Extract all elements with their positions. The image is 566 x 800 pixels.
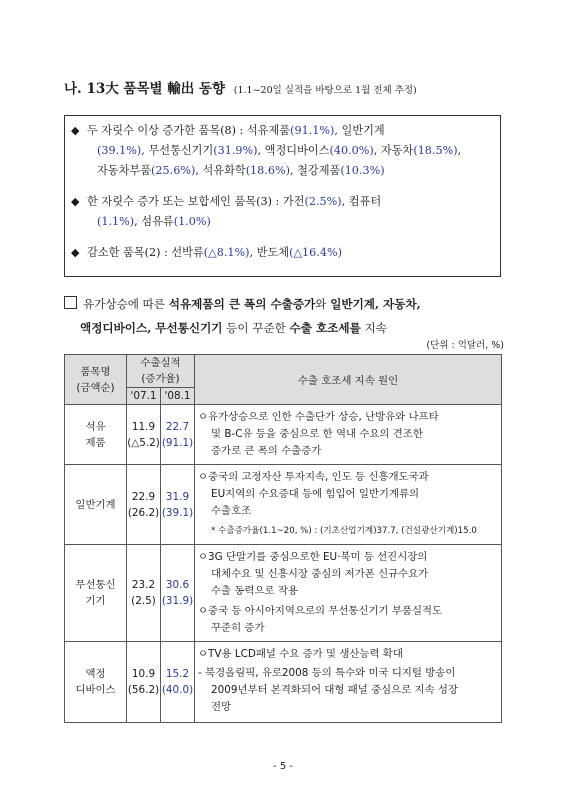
- diamond-bullet-icon: ◆: [71, 246, 80, 259]
- intro-paragraph: 유가상승에 따른 석유제품의 큰 폭의 수출증가와 일반기계, 자동차, 액정디바이스, 무선통신기기 등이 꾸준한 수출 호조세를 지속: [64, 292, 504, 340]
- header-reason: 수출 호조세 지속 원인: [195, 355, 502, 405]
- header-perf: 수출실적 (증가율): [127, 355, 195, 388]
- summary-box: [64, 115, 501, 277]
- diamond-bullet-icon: ◆: [71, 195, 80, 208]
- table-row: 액정 디바이스 10.9 (56.2) 15.2 (40.0) ㅇTV용 LCD패널 수요 증가 및 생산능력 확대 - 북경올림픽, 유로2008 등의 특수와 미국 디지털 방송이 2009년부터 본격화되어 대형 패널 중심으로 지속 성장 전망: [65, 642, 502, 723]
- table-header-row: [65, 355, 502, 388]
- table-row: 무선통신 기기 23.2 (2.5) 30.6 (31.9) ㅇ3G 단말기를 중심으로한 EU·북미 등 선진시장의 대체수요 및 신흥시장 중심의 저가폰 신규수요가 수출 동력으로 작용 ㅇ중국 등 아시아지역으로의 무선통신기기 부품실적도 꾸준히 증가: [65, 545, 502, 642]
- header-year-08: '08.1: [161, 388, 195, 405]
- diamond-bullet-icon: ◆: [71, 124, 80, 137]
- header-item: 품목명 (금액순): [65, 355, 127, 405]
- header-year-07: '07.1: [127, 388, 161, 405]
- summary-increase-two-digit: ◆ 두 자릿수 이상 증가한 품목(8) : 석유제품(91.1%), 일반기계: [71, 124, 385, 137]
- summary-increase-one-digit: ◆ 한 자릿수 증가 또는 보합세인 품목(3) : 가전(2.5%), 컴퓨터: [71, 195, 382, 208]
- summary-content: ◆ 두 자릿수 이상 증가한 품목(8) : 석유제품(91.1%), 일반기계 (39.1%), 무선통신기기(31.9%), 액정디바이스(40.0%), 자동차(18.5%), 자동차부품(25.6%), 석유화학(18.6%), 철강제품(10.3%) ◆ 한 자릿수 증가 또는 보합세인 품목(3) : 가전(2.5%), 컴퓨터 (1.1%), 섬유류(1.0%) ◆ 감소한 품목(2) : 선박류(△8.1%), 반도체(△16.4%): [71, 121, 494, 263]
- section-note: (1.1~20일 실적을 바탕으로 1월 전체 추정): [233, 85, 417, 96]
- unit-label: (단위 : 억달러, %): [426, 340, 504, 351]
- summary-decrease: ◆ 감소한 품목(2) : 선박류(△8.1%), 반도체(△16.4%): [71, 246, 342, 259]
- export-items-table: [64, 354, 502, 723]
- section-heading: [64, 77, 417, 97]
- section-title: 나. 13大 품목별 輸出 동향: [64, 81, 226, 97]
- table-row: 일반기계 22.9 (26.2) 31.9 (39.1) ㅇ중국의 고정자산 투자지속, 인도 등 신흥개도국과 EU지역의 수요증대 등에 힘입어 일반기계류의 수출호조 * 수출증가율(1.1~20, %) : (기초산업기계)37.7, (건설광산기계)15.0: [65, 465, 502, 545]
- page-number: - 5 -: [273, 761, 293, 772]
- table-row: 석유 제품 11.9 (△5.2) 22.7 (91.1) ㅇ유가상승으로 인한 수출단가 상승, 난방유와 나프타 및 B-C유 등을 중심으로 한 역내 수요의 견조한 증가로 큰 폭의 수출증가: [65, 405, 502, 465]
- checkbox-bullet-icon: [64, 296, 77, 309]
